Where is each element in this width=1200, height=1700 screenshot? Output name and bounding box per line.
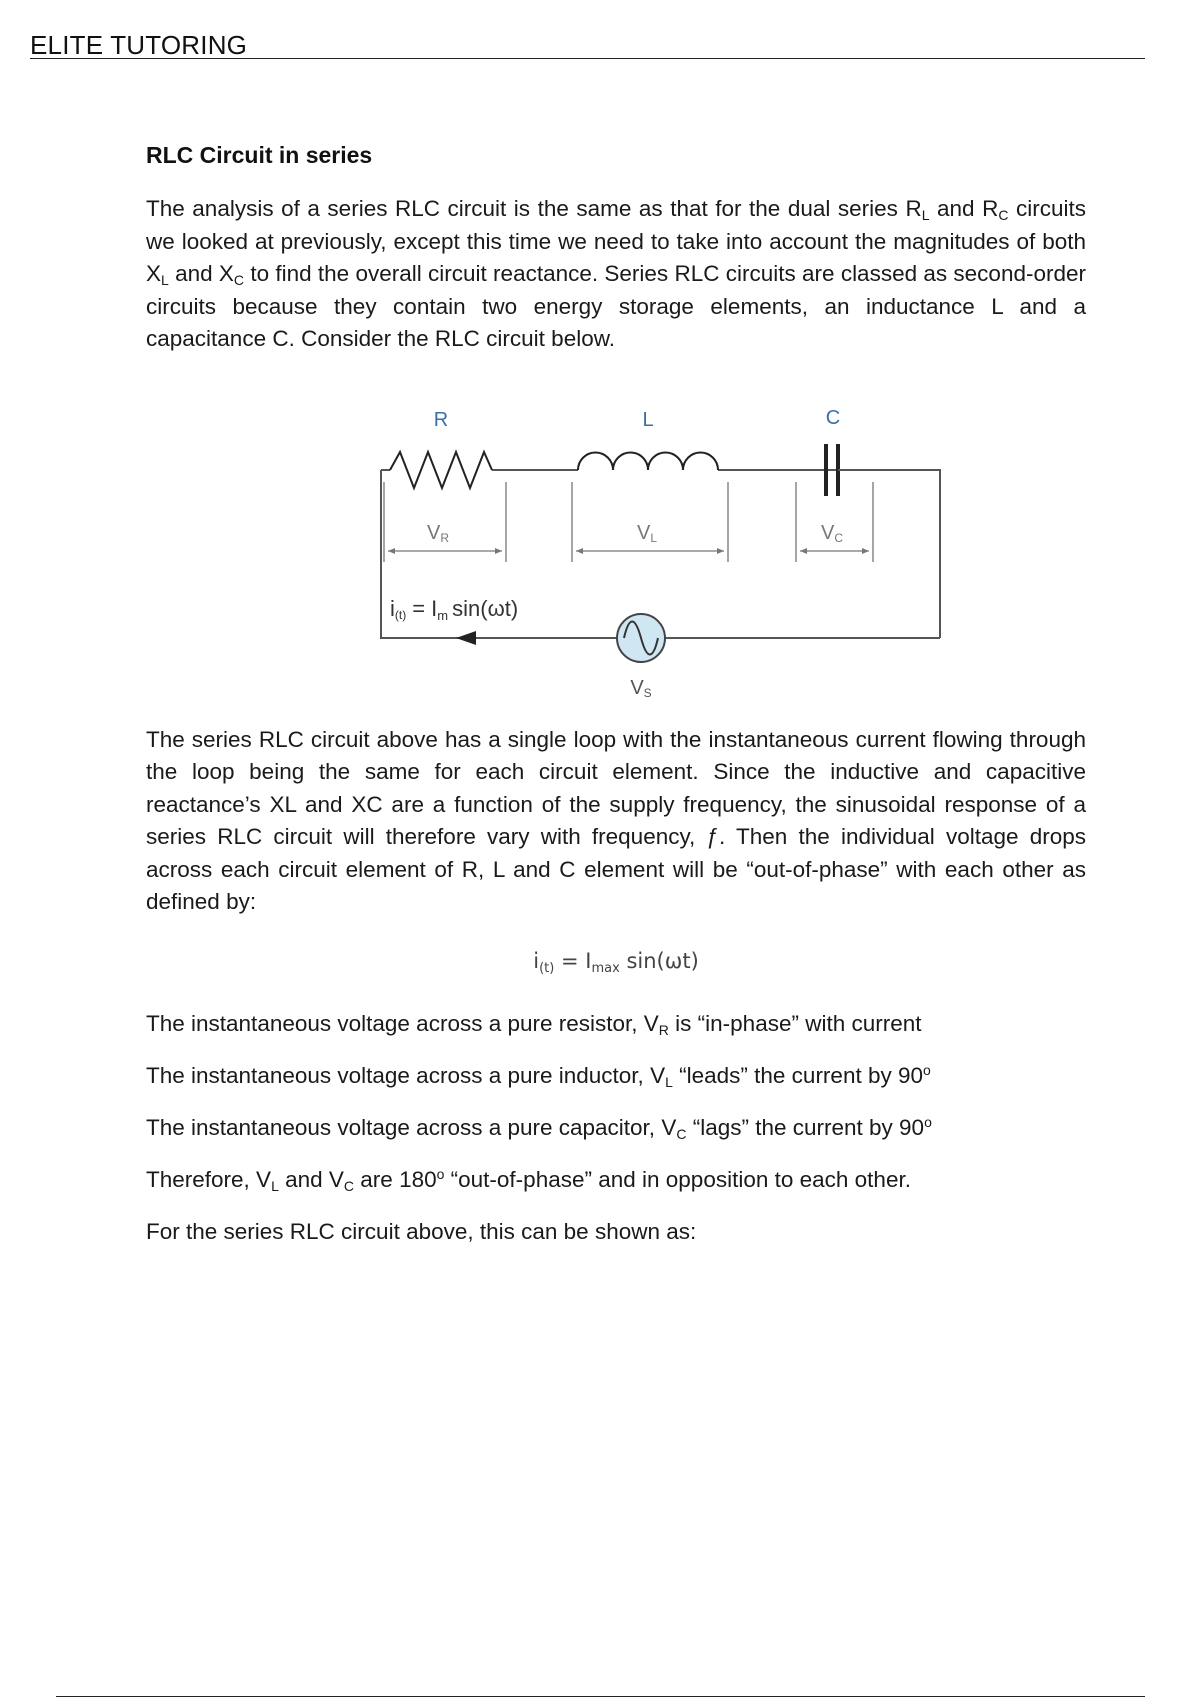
section-heading: RLC Circuit in series	[146, 142, 373, 168]
label-c: C	[825, 406, 841, 429]
label-vl: VL	[636, 521, 658, 545]
ac-source	[617, 614, 665, 662]
statement-phase: Therefore, $V_L$ and $V_C$ are 180$^o$ “out-of-phase” and in opposition to each other.	[146, 1165, 911, 1194]
current-equation: i(t) = Im sin(ωt)	[390, 595, 519, 623]
inductor-symbol	[578, 452, 718, 470]
page-content	[146, 142, 1086, 1269]
statement-capacitor: The instantaneous voltage across a pure capacitor, $V_C$ “lags” the current by 90$^o$	[146, 1113, 932, 1142]
intro-paragraph: The analysis of a series RLC circuit is the same as that for the dual series $R_L$ and $R_C$ circuits we looked at previously, except this time we need to take into account the magnitudes of both $X_L$ and $X_C$ to find the overall circuit reactance. Series RLC circuits are classed as second-order circuits because they contain two energy storage elements, an inductance L and a capacitance C. Consider the RLC circuit below.	[146, 196, 1086, 351]
voltage-brackets	[384, 482, 873, 562]
label-vs: VS	[630, 676, 652, 700]
page-header	[30, 28, 1145, 59]
current-arrow	[456, 631, 476, 645]
label-r: R	[433, 408, 449, 431]
current-formula: $i_{(t)} = I_{max}$ sin(ωt)	[533, 948, 699, 976]
statement-resistor: The instantaneous voltage across a pure resistor, $V_R$ is “in-phase” with current	[146, 1010, 922, 1038]
label-l: L	[642, 408, 654, 431]
statement-shown-as: For the series RLC circuit above, this can be shown as:	[146, 1218, 697, 1244]
rlc-circuit-diagram	[146, 382, 1086, 712]
header-title: ELITE TUTORING	[30, 30, 248, 60]
resistor-symbol	[390, 452, 492, 488]
statement-inductor: The instantaneous voltage across a pure inductor, $V_L$ “leads” the current by 90$^o$	[146, 1061, 931, 1090]
label-vr: VR	[426, 521, 450, 545]
label-vc: VC	[820, 521, 844, 545]
body-paragraph: The series RLC circuit above has a single loop with the instantaneous current flowing through the loop being the same for each circuit element. Since the inductive and capacitive reactance’s XL and XC are a function of the supply frequency, the sinusoidal response of a series RLC circuit will therefore vary with frequency, ƒ. Then the individual voltage drops across each circuit element of R, L and C element will be “out-of-phase” with each other as defined by:	[146, 726, 1086, 914]
footer-rule	[56, 1696, 1145, 1697]
